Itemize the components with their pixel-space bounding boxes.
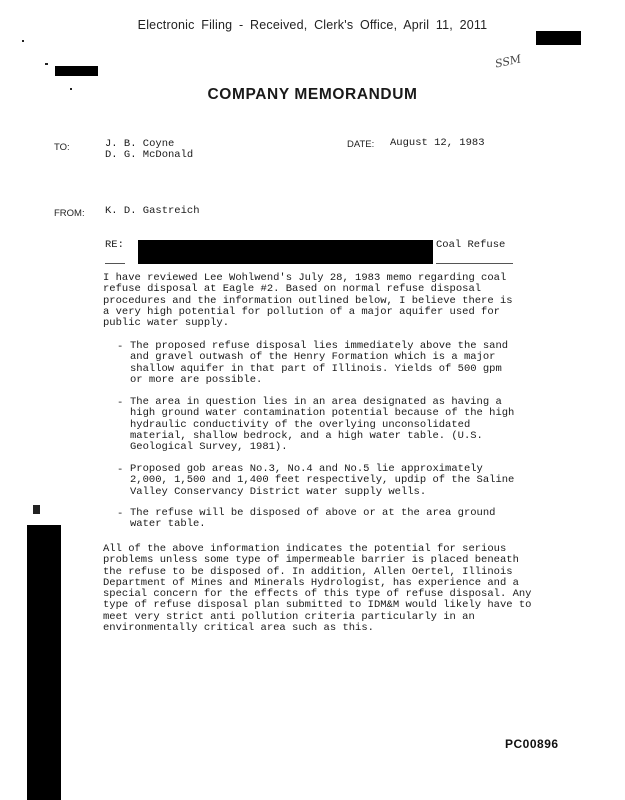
- scan-speck: [22, 40, 24, 42]
- bates-number: PC00896: [505, 737, 559, 751]
- re-underline: [105, 263, 125, 264]
- redaction-margin-left: [27, 525, 61, 800]
- to-recipient: J. B. Coyne: [105, 138, 175, 150]
- bullet-item: The proposed refuse disposal lies immediately above the sand and gravel outwash of the Henry Formation which is a major shallow aquifer in that part of Illinois. Yields of 500 gpm or more are possible.: [130, 340, 509, 386]
- bullet-marker: -: [117, 508, 124, 520]
- re-label: RE:: [105, 239, 124, 251]
- redacted-subject: [138, 240, 433, 264]
- memo-date: August 12, 1983: [390, 137, 485, 149]
- date-label: DATE:: [347, 139, 375, 150]
- scan-speck: [45, 63, 48, 65]
- memo-title: COMPANY MEMORANDUM: [207, 86, 418, 103]
- from-label: FROM:: [54, 208, 85, 219]
- scan-speck: [33, 505, 40, 514]
- handwritten-initials: SSM: [493, 52, 523, 71]
- bullet-marker: -: [117, 341, 124, 353]
- intro-paragraph: I have reviewed Lee Wohlwend's July 28, 1983 memo regarding coal refuse disposal at Eagle #2. Based on normal refuse disposal procedures and the information outlined below, I believe there is a very high potential for pollution of a major aquifer used for public water supply.: [103, 272, 513, 330]
- redaction-block-top-right: [536, 31, 581, 45]
- to-recipient: D. G. McDonald: [105, 149, 194, 161]
- from-sender: K. D. Gastreich: [105, 205, 200, 217]
- redaction-block-top-left: [55, 66, 98, 76]
- re-underline: [436, 263, 513, 264]
- filing-stamp: Electronic Filing - Received, Clerk's Office, April 11, 2011: [137, 18, 488, 32]
- bullet-marker: -: [117, 464, 124, 476]
- bullet-item: The area in question lies in an area designated as having a high ground water contamination potential because of the high hydraulic conductivity of the overlying unconsolidated material, shallow bedrock, and a high water table. (U.S. Geological Survey, 1981).: [130, 396, 515, 454]
- closing-paragraph: All of the above information indicates the potential for serious problems unless some type of impermeable barrier is placed beneath the refuse to be disposed of. In addition, Allen Oertel, Illinois Department of Mines and Minerals Hydrologist, has experience and a special concern for the effects of this type of refuse disposal. Any type of refuse disposal plan submitted to IDM&M would likely have to meet very strict anti pollution criteria particularly in an environmentally critical area such as this.: [103, 543, 532, 635]
- re-subject-suffix: Coal Refuse: [436, 239, 506, 251]
- bullet-item: Proposed gob areas No.3, No.4 and No.5 lie approximately 2,000, 1,500 and 1,400 feet respectively, updip of the Saline Valley Conservancy District water supply wells.: [130, 463, 515, 498]
- to-label: TO:: [54, 142, 70, 153]
- bullet-marker: -: [117, 397, 124, 409]
- bullet-item: The refuse will be disposed of above or at the area ground water table.: [130, 507, 496, 531]
